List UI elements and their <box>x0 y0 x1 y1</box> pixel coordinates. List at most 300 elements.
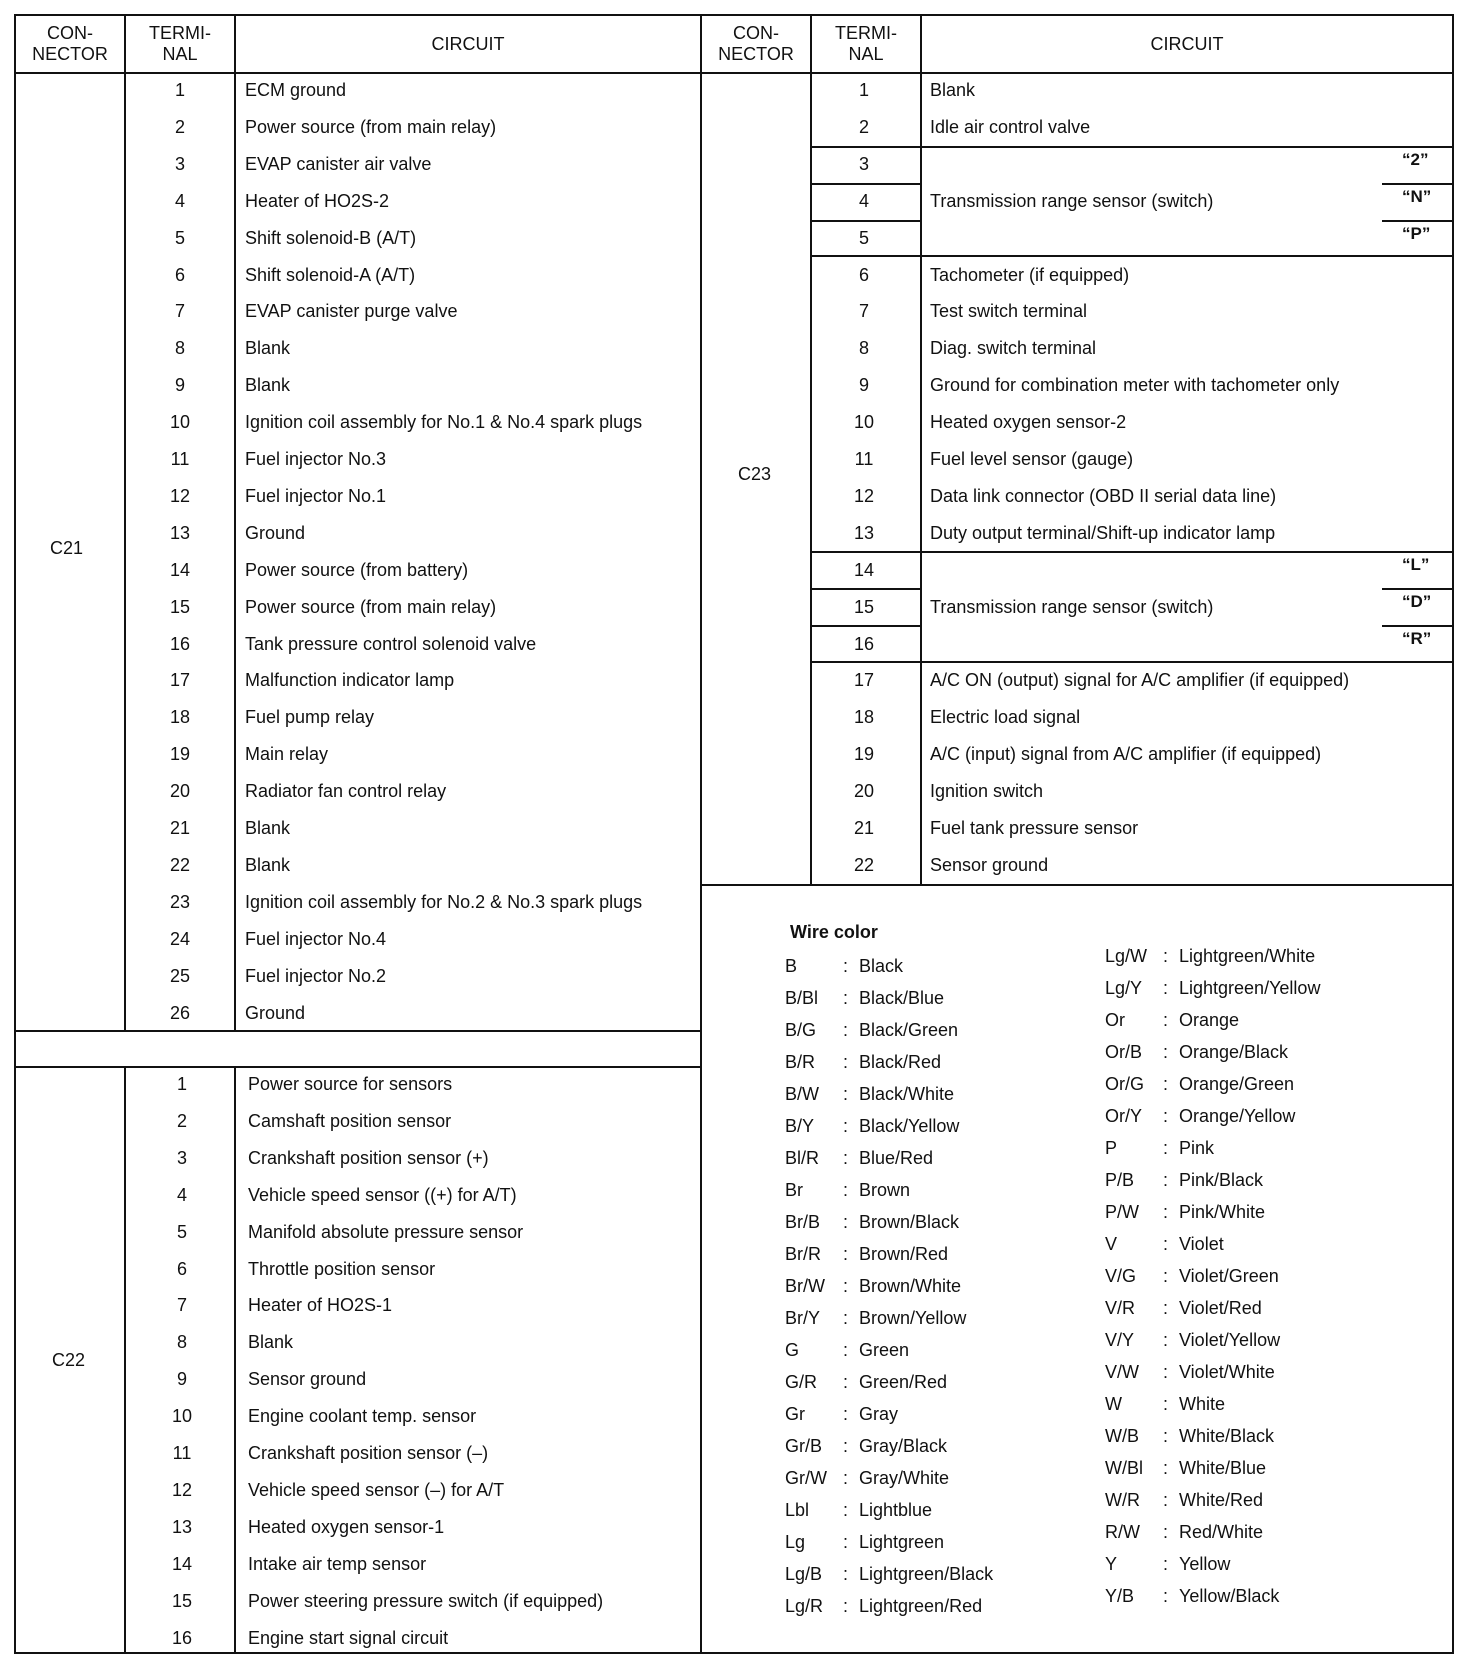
wire-color-separator: : <box>1163 1586 1169 1606</box>
wire-color-separator: : <box>843 1468 849 1488</box>
wire-color-entry <box>785 1558 993 1590</box>
wire-color-name: Green/Red <box>859 1372 948 1392</box>
terminal-number: 17 <box>169 670 191 691</box>
circuit-name: Fuel injector No.2 <box>245 965 387 986</box>
terminal-number: 12 <box>853 485 875 506</box>
circuit-name: Test switch terminal <box>930 301 1088 322</box>
wire-color-separator: : <box>1163 1298 1169 1318</box>
wire-color-entry <box>1105 1260 1279 1292</box>
wire-color-entry <box>1105 1228 1224 1260</box>
range-position-label: “R” <box>1402 628 1432 648</box>
wire-color-code: Y <box>1105 1554 1118 1574</box>
wire-color-separator: : <box>1163 1266 1169 1286</box>
wire-color-code: W/R <box>1105 1490 1140 1510</box>
terminal-number: 19 <box>853 744 875 765</box>
wire-color-name: Brown <box>859 1180 911 1200</box>
wire-color-entry <box>1105 1132 1214 1164</box>
circuit-name: EVAP canister air valve <box>245 153 432 174</box>
wire-color-separator: : <box>843 1404 849 1424</box>
terminal-number: 9 <box>174 375 185 396</box>
wire-color-separator: : <box>843 1212 849 1232</box>
terminal-number: 14 <box>853 559 875 580</box>
terminal-number: 4 <box>858 190 869 211</box>
wire-color-separator: : <box>1163 1490 1169 1510</box>
wire-color-title: Wire color <box>790 922 878 942</box>
wire-color-name: Yellow/Black <box>1179 1586 1280 1606</box>
circuit-name: A/C ON (output) signal for A/C amplifier (if equipped) <box>930 670 1350 691</box>
circuit-name: Main relay <box>245 744 329 765</box>
wire-color-code: B <box>785 956 798 976</box>
wire-color-entry <box>785 1430 947 1462</box>
wire-color-entry <box>1105 1068 1294 1100</box>
wire-color-code: Br/B <box>785 1212 821 1232</box>
wire-color-entry <box>1105 1164 1263 1196</box>
header-circuit-right: CIRCUIT <box>1150 33 1224 54</box>
wire-color-name: Black/White <box>859 1084 955 1104</box>
wire-color-separator: : <box>1163 1330 1169 1350</box>
terminal-number: 17 <box>853 670 875 691</box>
wire-color-separator: : <box>1163 1362 1169 1382</box>
terminal-number: 6 <box>858 264 869 285</box>
wire-color-separator: : <box>1163 1426 1169 1446</box>
wire-color-name: Orange/Yellow <box>1179 1106 1296 1126</box>
terminal-number: 6 <box>176 1258 187 1279</box>
wire-color-entry <box>785 1398 898 1430</box>
wire-color-name: Orange/Black <box>1179 1042 1289 1062</box>
wire-color-code: Or <box>1105 1010 1125 1030</box>
wire-color-name: Brown/Red <box>859 1244 949 1264</box>
terminal-number: 22 <box>853 854 875 875</box>
range-a-top <box>810 146 1454 148</box>
wire-color-name: Violet/Yellow <box>1179 1330 1281 1350</box>
terminal-number: 8 <box>858 338 869 359</box>
wire-color-code: G/R <box>785 1372 818 1392</box>
terminal-number: 9 <box>176 1369 187 1390</box>
wire-color-entry <box>785 1494 932 1526</box>
c23-bottom-divider <box>700 884 1454 886</box>
terminal-number: 19 <box>169 744 191 765</box>
circuit-name: Electric load signal <box>930 707 1081 728</box>
wire-color-name: Lightgreen/Red <box>859 1596 983 1616</box>
terminal-number: 18 <box>853 707 875 728</box>
terminal-number: 10 <box>169 412 191 433</box>
circuit-name: Shift solenoid-B (A/T) <box>245 227 417 248</box>
terminal-number: 2 <box>174 116 185 137</box>
circuit-name: Sensor ground <box>248 1369 367 1390</box>
wire-color-separator: : <box>1163 1106 1169 1126</box>
wire-color-entry <box>1105 1388 1225 1420</box>
wire-color-entry <box>785 1142 933 1174</box>
wire-color-name: Brown/White <box>859 1276 962 1296</box>
wire-color-separator: : <box>1163 1394 1169 1414</box>
terminal-number: 5 <box>174 227 185 248</box>
terminal-number: 14 <box>171 1553 193 1574</box>
c21-c22-gap <box>16 1032 700 1066</box>
wire-color-separator: : <box>1163 1522 1169 1542</box>
wire-color-name: Yellow <box>1179 1554 1231 1574</box>
connector-table <box>14 14 1454 1654</box>
wire-color-separator: : <box>843 1532 849 1552</box>
terminal-number: 7 <box>176 1295 187 1316</box>
terminal-number: 11 <box>172 1443 192 1463</box>
terminal-number: 1 <box>858 80 869 100</box>
terminal-number: 24 <box>169 928 191 949</box>
wire-color-name: White <box>1179 1394 1226 1414</box>
terminal-number: 16 <box>853 633 875 654</box>
circuit-name: Intake air temp sensor <box>248 1553 427 1574</box>
terminal-number: 16 <box>169 633 191 654</box>
circuit-name: Radiator fan control relay <box>245 781 447 802</box>
wire-color-code: B/Y <box>785 1116 815 1136</box>
circuit-name: Blank <box>245 854 291 875</box>
terminal-number: 20 <box>853 781 875 802</box>
terminal-number: 8 <box>176 1332 187 1353</box>
divider-left-connector <box>124 14 126 1654</box>
terminal-number: 23 <box>169 891 191 912</box>
wire-color-code: V/G <box>1105 1266 1137 1286</box>
terminal-number: 1 <box>174 80 185 100</box>
wire-color-code: Bl/R <box>785 1148 820 1168</box>
wire-color-code: P/W <box>1105 1202 1139 1222</box>
terminal-number: 13 <box>169 522 191 543</box>
wire-color-code: Or/G <box>1105 1074 1144 1094</box>
circuit-name: Heated oxygen sensor-2 <box>930 412 1127 433</box>
terminal-number: 26 <box>169 1002 191 1023</box>
range-b-sep2-right <box>1382 625 1454 627</box>
circuit-name: Blank <box>248 1332 294 1353</box>
wire-color-name: Pink/White <box>1179 1202 1266 1222</box>
circuit-name: Blank <box>930 80 976 100</box>
wire-color-code: V <box>1105 1234 1118 1254</box>
wire-color-separator: : <box>843 1340 849 1360</box>
header-terminal-right: TERMI- NAL <box>835 23 897 64</box>
connector-label-c21: C21 <box>50 538 84 558</box>
wire-color-entry <box>1105 1420 1274 1452</box>
range-a-sep1-right <box>1382 183 1454 185</box>
circuit-name: Fuel injector No.4 <box>245 928 387 949</box>
terminal-number: 5 <box>176 1221 187 1242</box>
circuit-name: Fuel tank pressure sensor <box>930 818 1139 838</box>
wire-color-name: Red/White <box>1179 1522 1264 1542</box>
terminal-number: 7 <box>858 301 869 322</box>
wire-color-entry <box>785 1270 961 1302</box>
wire-color-code: Or/Y <box>1105 1106 1143 1126</box>
wire-color-separator: : <box>843 1148 849 1168</box>
wire-color-separator: : <box>1163 1074 1169 1094</box>
wire-color-code: Br/R <box>785 1244 821 1264</box>
wire-color-code: W/Bl <box>1105 1458 1143 1478</box>
wire-color-name: Black <box>859 956 904 976</box>
terminal-number: 15 <box>169 596 191 617</box>
range-position-label: “N” <box>1402 186 1432 206</box>
circuit-name: Power source (from battery) <box>245 559 469 580</box>
circuit-name: EVAP canister purge valve <box>245 301 458 322</box>
wire-color-separator: : <box>1163 1138 1169 1158</box>
wire-color-separator: : <box>843 956 849 976</box>
wire-color-separator: : <box>843 988 849 1008</box>
wire-color-entry <box>785 1334 909 1366</box>
circuit-name: Transmission range sensor (switch) <box>930 190 1214 211</box>
circuit-name: Fuel injector No.1 <box>245 485 387 506</box>
wire-color-entry <box>1105 1356 1275 1388</box>
wire-color-name: Blue/Red <box>859 1148 934 1168</box>
wire-color-entry <box>1105 1004 1239 1036</box>
circuit-name: Sensor ground <box>930 854 1049 875</box>
wire-color-name: Orange <box>1179 1010 1240 1030</box>
range-position-label: “P” <box>1402 223 1431 243</box>
wire-color-entry <box>785 1462 949 1494</box>
circuit-name: Camshaft position sensor <box>248 1110 452 1131</box>
wire-color-code: V/R <box>1105 1298 1136 1318</box>
divider-middle <box>700 14 702 1654</box>
circuit-name: Crankshaft position sensor (+) <box>248 1147 489 1168</box>
terminal-number: 1 <box>176 1074 187 1094</box>
wire-color-entry <box>785 1014 958 1046</box>
circuit-name: Blank <box>245 818 291 838</box>
wire-color-code: Or/B <box>1105 1042 1143 1062</box>
terminal-number: 13 <box>171 1516 193 1537</box>
divider-right-connector <box>810 14 812 886</box>
wire-color-entry <box>1105 1516 1263 1548</box>
wire-color-separator: : <box>843 1276 849 1296</box>
circuit-name: Ground <box>245 1002 306 1023</box>
wire-color-entry <box>1105 1100 1295 1132</box>
terminal-number: 4 <box>176 1184 187 1205</box>
wire-color-separator: : <box>843 1372 849 1392</box>
circuit-name: ECM ground <box>245 80 347 100</box>
wire-color-separator: : <box>843 1180 849 1200</box>
circuit-name: Engine start signal circuit <box>248 1627 449 1648</box>
terminal-number: 18 <box>169 707 191 728</box>
header-divider <box>14 72 1454 74</box>
wire-color-name: Violet <box>1179 1234 1224 1254</box>
terminal-number: 7 <box>174 301 185 322</box>
divider-right-terminal <box>920 14 922 886</box>
terminal-number: 11 <box>170 449 190 469</box>
wire-color-code: V/Y <box>1105 1330 1135 1350</box>
wire-color-name: Gray <box>859 1404 899 1424</box>
wire-color-entry <box>785 1238 948 1270</box>
terminal-number: 15 <box>853 596 875 617</box>
circuit-name: Idle air control valve <box>930 116 1091 137</box>
terminal-number: 21 <box>169 818 191 838</box>
circuit-name: Fuel injector No.3 <box>245 449 387 469</box>
wire-color-entry <box>1105 1484 1263 1516</box>
circuit-name: Blank <box>245 338 291 359</box>
wire-color-entry <box>785 1110 959 1142</box>
circuit-name: Manifold absolute pressure sensor <box>248 1221 524 1242</box>
wire-color-separator: : <box>1163 1458 1169 1478</box>
wire-color-code: B/Bl <box>785 988 819 1008</box>
terminal-number: 6 <box>174 264 185 285</box>
range-position-label: “2” <box>1402 150 1429 169</box>
wire-color-code: Y/B <box>1105 1586 1135 1606</box>
wire-color-code: B/W <box>785 1084 819 1104</box>
range-a-sep2-right <box>1382 220 1454 222</box>
circuit-name: Malfunction indicator lamp <box>245 670 455 691</box>
terminal-number: 13 <box>853 522 875 543</box>
wire-color-separator: : <box>843 1308 849 1328</box>
circuit-name: Crankshaft position sensor (–) <box>248 1443 489 1463</box>
terminal-number: 3 <box>176 1147 187 1168</box>
wire-color-separator: : <box>1163 946 1169 966</box>
wire-color-separator: : <box>843 1500 849 1520</box>
wire-color-name: Black/Yellow <box>859 1116 960 1136</box>
wire-color-entry <box>1105 972 1320 1004</box>
wire-color-name: Pink/Black <box>1179 1170 1264 1190</box>
terminal-number: 16 <box>171 1627 193 1648</box>
wire-color-code: Lg <box>785 1532 806 1552</box>
wire-color-entry <box>785 950 903 982</box>
circuit-name: Transmission range sensor (switch) <box>930 596 1214 617</box>
wire-color-name: Violet/White <box>1179 1362 1275 1382</box>
wire-color-name: White/Red <box>1179 1490 1264 1510</box>
wire-color-name: Black/Blue <box>859 988 945 1008</box>
wire-color-code: B/R <box>785 1052 816 1072</box>
wire-color-name: Lightgreen/Black <box>859 1564 994 1584</box>
wire-color-code: P/B <box>1105 1170 1135 1190</box>
wire-color-separator: : <box>1163 1202 1169 1222</box>
circuit-name: Ignition coil assembly for No.2 & No.3 spark plugs <box>245 891 643 912</box>
circuit-name: A/C (input) signal from A/C amplifier (if equipped) <box>930 744 1322 765</box>
terminal-number: 12 <box>169 485 191 506</box>
wire-color-name: Gray/White <box>859 1468 950 1488</box>
terminal-number: 11 <box>854 449 874 469</box>
wire-color-name: Violet/Red <box>1179 1298 1262 1318</box>
circuit-name: Engine coolant temp. sensor <box>248 1406 477 1427</box>
circuit-name: Ground for combination meter with tachometer only <box>930 375 1340 396</box>
circuit-name: Tachometer (if equipped) <box>930 264 1130 285</box>
wire-color-name: Lightgreen/Yellow <box>1179 978 1321 998</box>
circuit-name: Power source (from main relay) <box>245 116 497 137</box>
connector-label-c22: C22 <box>52 1350 86 1370</box>
wire-color-separator: : <box>1163 1010 1169 1030</box>
wire-color-separator: : <box>1163 978 1169 998</box>
wire-color-separator: : <box>843 1116 849 1136</box>
range-position-label: “L” <box>1402 555 1430 574</box>
header-circuit-left: CIRCUIT <box>431 33 505 54</box>
circuit-name: Power source for sensors <box>248 1074 453 1094</box>
wire-color-code: B/G <box>785 1020 817 1040</box>
wire-color-separator: : <box>1163 1042 1169 1062</box>
wire-color-entry <box>1105 1548 1230 1580</box>
wire-color-entry <box>785 1206 959 1238</box>
wire-color-entry <box>785 1590 982 1622</box>
wire-color-separator: : <box>843 1244 849 1264</box>
wire-color-code: Br/W <box>785 1276 825 1296</box>
wire-color-code: Gr <box>785 1404 805 1424</box>
range-position-label: “D” <box>1402 591 1432 611</box>
terminal-number: 3 <box>858 153 869 174</box>
circuit-name: Data link connector (OBD II serial data line) <box>930 485 1277 506</box>
circuit-name: Ground <box>245 522 306 543</box>
circuit-name: Fuel level sensor (gauge) <box>930 449 1134 469</box>
wire-color-separator: : <box>1163 1554 1169 1574</box>
circuit-name: Power source (from main relay) <box>245 596 497 617</box>
terminal-number: 5 <box>858 227 869 248</box>
wire-color-code: Lg/W <box>1105 946 1148 966</box>
terminal-number: 25 <box>169 965 191 986</box>
circuit-name: Ignition coil assembly for No.1 & No.4 spark plugs <box>245 412 643 433</box>
circuit-name: Power steering pressure switch (if equipped) <box>248 1590 604 1611</box>
circuit-name: Blank <box>245 375 291 396</box>
wire-color-entry <box>785 1078 954 1110</box>
terminal-number: 21 <box>853 818 875 838</box>
wire-color-name: Pink <box>1179 1138 1215 1158</box>
terminal-number: 2 <box>176 1110 187 1131</box>
circuit-name: Ignition switch <box>930 781 1044 802</box>
wire-color-entry <box>1105 1196 1265 1228</box>
range-a-bottom <box>810 255 1454 257</box>
terminal-number: 2 <box>858 116 869 137</box>
divider-left-terminal <box>234 14 236 1654</box>
wire-color-code: W <box>1105 1394 1122 1414</box>
wire-color-name: Black/Red <box>859 1052 942 1072</box>
circuit-name: Vehicle speed sensor (–) for A/T <box>248 1479 505 1500</box>
terminal-number: 10 <box>171 1406 193 1427</box>
terminal-number: 10 <box>853 412 875 433</box>
circuit-name: Heater of HO2S-1 <box>248 1295 393 1316</box>
connector-label-c23: C23 <box>738 464 772 484</box>
wire-color-name: Gray/Black <box>859 1436 948 1456</box>
terminal-number: 22 <box>169 854 191 875</box>
terminal-number: 4 <box>174 190 185 211</box>
wire-color-separator: : <box>1163 1170 1169 1190</box>
circuit-name: Heater of HO2S-2 <box>245 190 390 211</box>
wire-color-name: Brown/Black <box>859 1212 960 1232</box>
wire-color-entry <box>1105 940 1315 972</box>
wire-color-entry <box>785 1302 966 1334</box>
wire-color-separator: : <box>843 1084 849 1104</box>
wire-color-code: W/B <box>1105 1426 1139 1446</box>
header-connector-left: CON- NECTOR <box>32 23 108 64</box>
header-connector-right: CON- NECTOR <box>718 23 794 64</box>
wire-color-name: Lightgreen/White <box>1179 946 1316 966</box>
range-b-sep1-right <box>1382 588 1454 590</box>
wire-color-entry <box>785 982 944 1014</box>
circuit-name: Duty output terminal/Shift-up indicator lamp <box>930 522 1276 543</box>
wire-color-code: P <box>1105 1138 1118 1158</box>
wire-color-name: White/Blue <box>1179 1458 1267 1478</box>
wire-color-name: Orange/Green <box>1179 1074 1295 1094</box>
wire-color-entry <box>1105 1036 1288 1068</box>
wire-color-separator: : <box>843 1052 849 1072</box>
circuit-name: Shift solenoid-A (A/T) <box>245 264 416 285</box>
wire-color-code: R/W <box>1105 1522 1140 1542</box>
wire-color-entry <box>1105 1292 1262 1324</box>
wire-color-separator: : <box>843 1020 849 1040</box>
wire-color-separator: : <box>843 1436 849 1456</box>
wire-color-name: Green <box>859 1340 910 1360</box>
terminal-number: 3 <box>174 153 185 174</box>
wire-color-code: V/W <box>1105 1362 1139 1382</box>
circuit-name: Vehicle speed sensor ((+) for A/T) <box>248 1184 517 1205</box>
wire-color-code: Lg/R <box>785 1596 824 1616</box>
terminal-number: 9 <box>858 375 869 396</box>
terminal-number: 12 <box>171 1479 193 1500</box>
header-terminal-left: TERMI- NAL <box>149 23 211 64</box>
wire-color-name: Lightblue <box>859 1500 933 1520</box>
wire-color-name: Violet/Green <box>1179 1266 1279 1286</box>
wire-color-code: Gr/B <box>785 1436 823 1456</box>
wire-color-name: Lightgreen <box>859 1532 945 1552</box>
wire-color-entry <box>1105 1580 1279 1612</box>
circuit-name: Heated oxygen sensor-1 <box>248 1516 445 1537</box>
wire-color-separator: : <box>843 1596 849 1616</box>
wire-color-separator: : <box>843 1564 849 1584</box>
wire-color-name: White/Black <box>1179 1426 1275 1446</box>
wire-color-code: Gr/W <box>785 1468 827 1488</box>
